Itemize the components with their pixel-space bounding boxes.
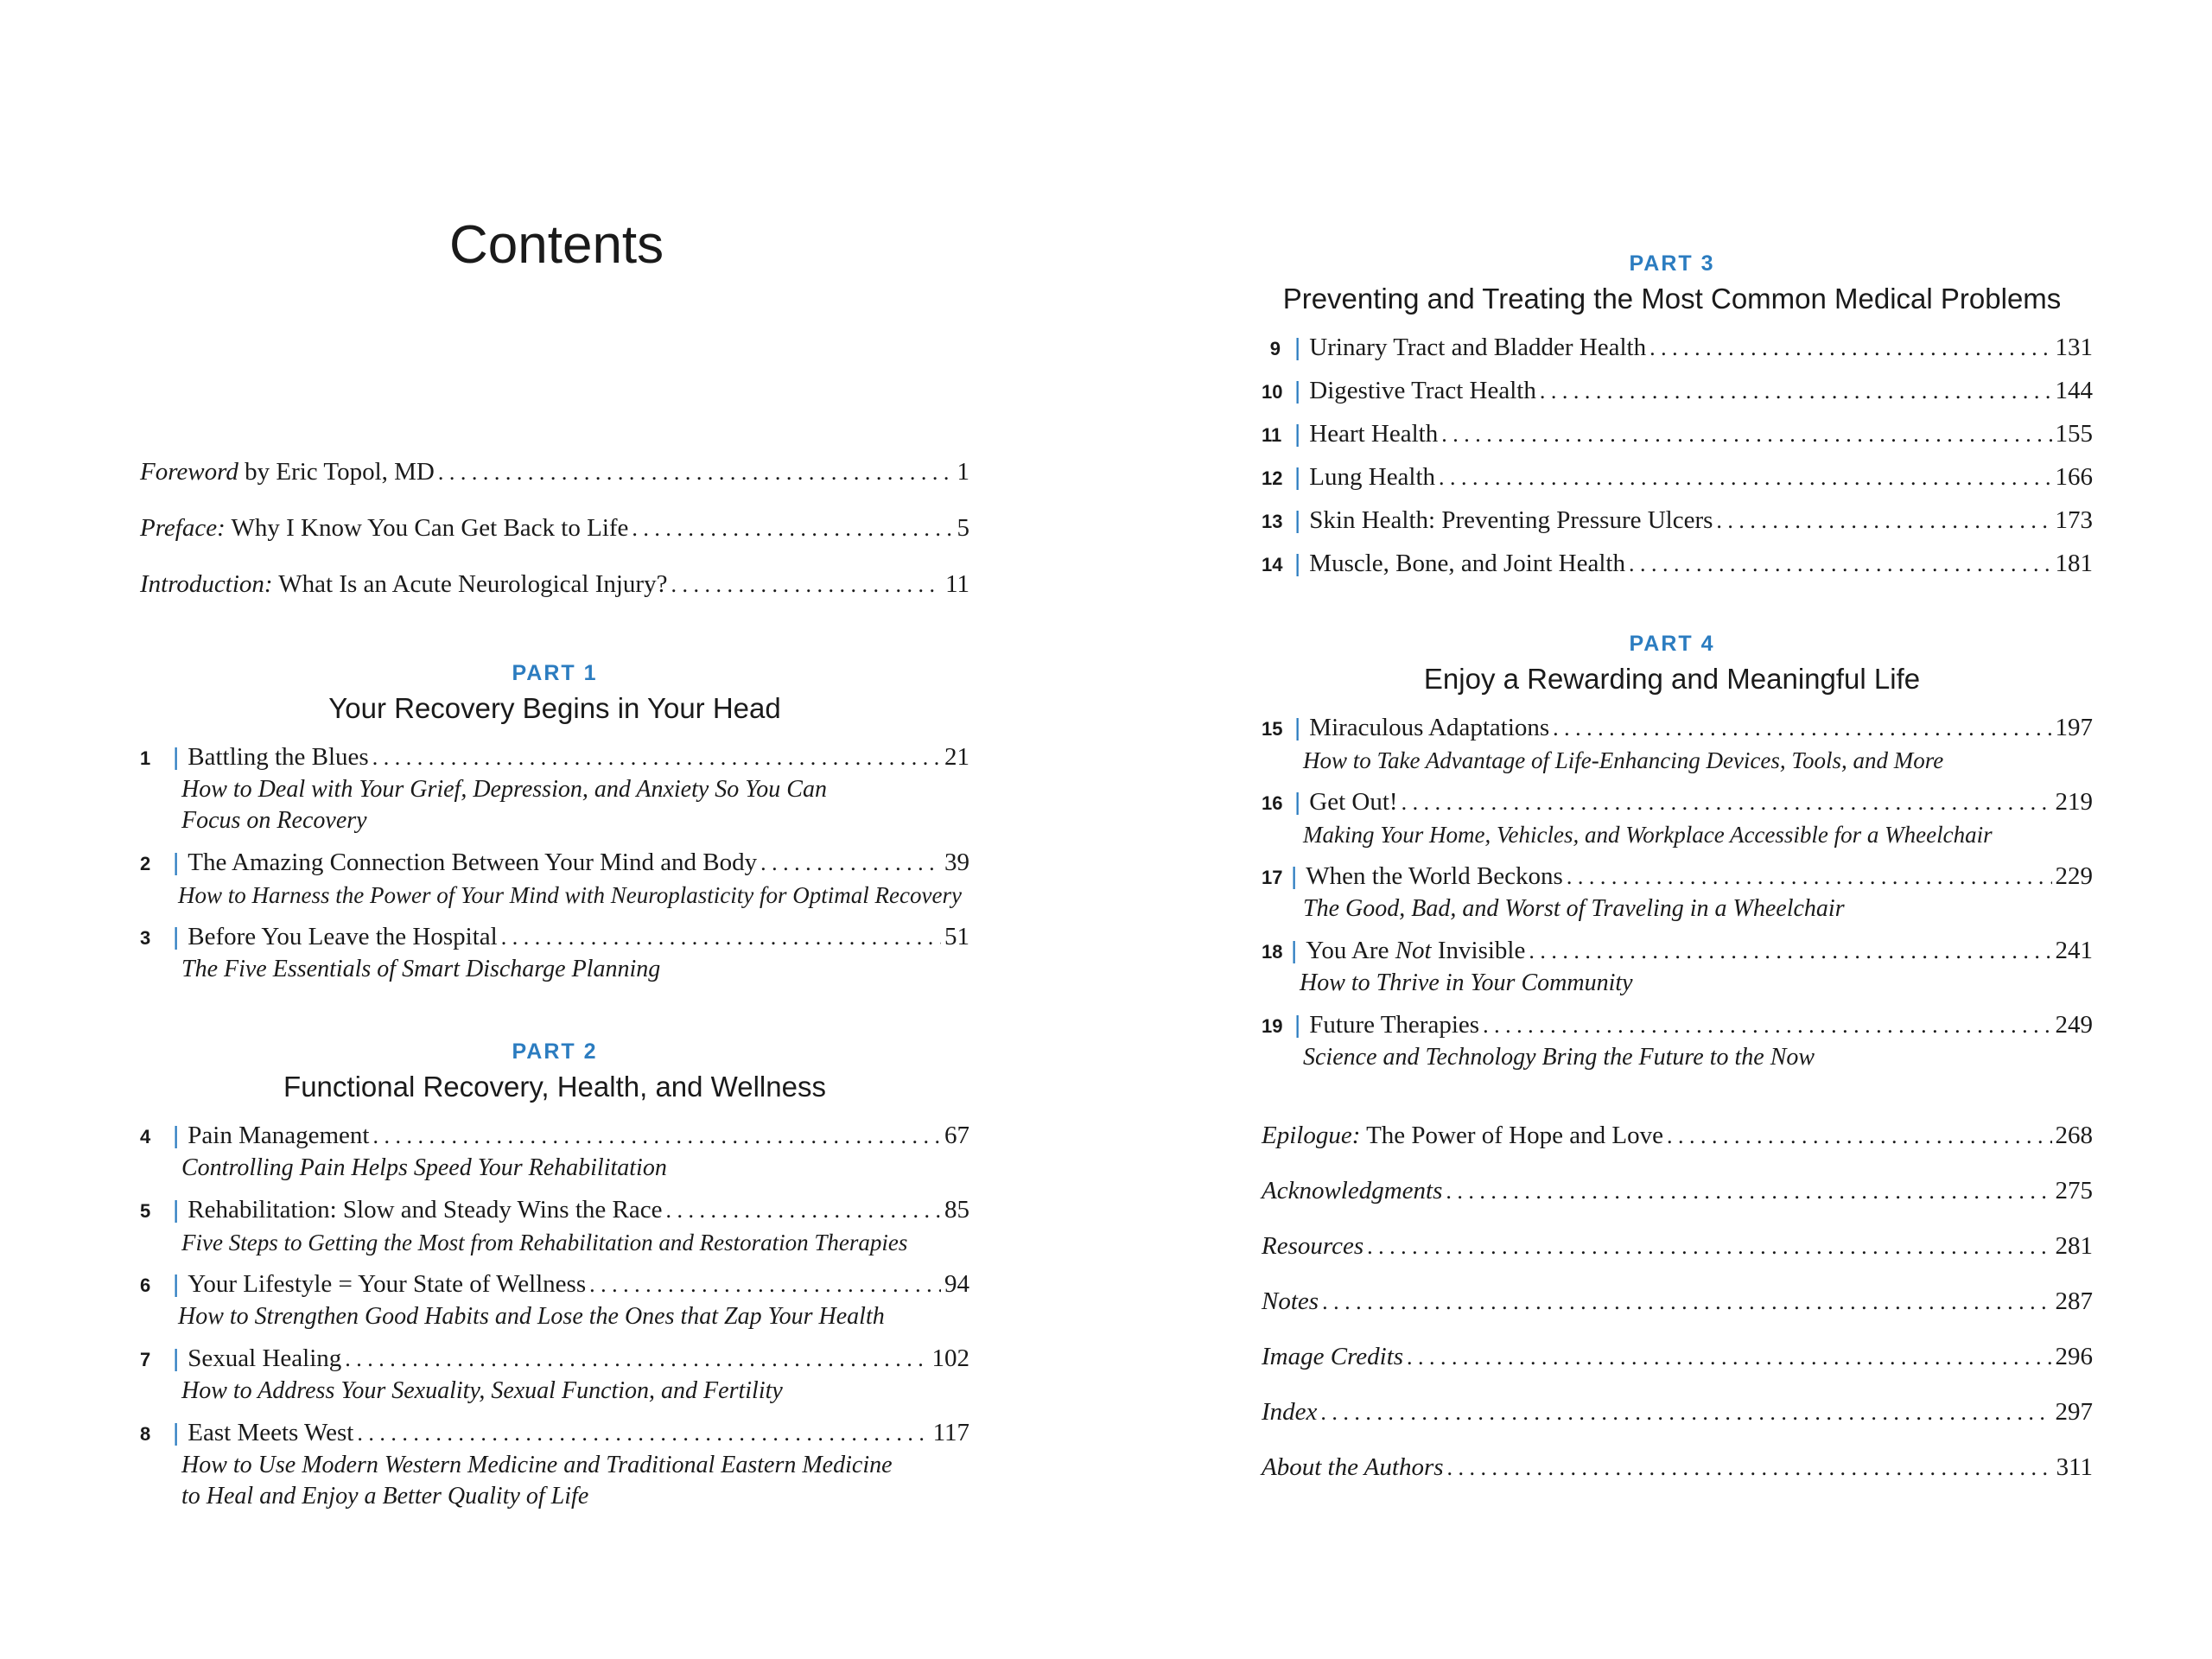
- leader-dots: [357, 1418, 929, 1449]
- title-emphasis: Not: [1395, 937, 1432, 964]
- entry-text: The Power of Hope and Love: [1360, 1122, 1663, 1149]
- chapter-entry: [1262, 418, 2093, 451]
- chapter-number: 10: [1262, 381, 1283, 403]
- page-number: 241: [2055, 937, 2093, 964]
- leader-dots: [1320, 1397, 2051, 1428]
- chapter-subtitle: How to Harness the Power of Your Mind with Neuroplasticity for Optimal Recovery: [178, 882, 962, 908]
- leader-dots: [1629, 549, 2052, 580]
- chapter-title: When the World Beckons: [1306, 862, 1563, 890]
- chapter-subtitle: The Good, Bad, and Worst of Traveling in a Wheelchair: [1303, 895, 1845, 922]
- page-number: 117: [932, 1419, 969, 1446]
- page-number: 131: [2055, 334, 2093, 361]
- chapter-number: 5: [140, 1200, 151, 1222]
- chapter-title: Digestive Tract Health: [1309, 377, 1536, 404]
- separator-bar: |: [1294, 714, 1301, 741]
- page-number: 173: [2055, 506, 2093, 534]
- chapter-number: 16: [1262, 792, 1283, 814]
- chapter-entry: [140, 847, 969, 911]
- leader-dots: [1446, 1176, 2051, 1207]
- leader-dots: [1540, 376, 2052, 407]
- page-number: 5: [957, 514, 969, 542]
- chapter-number: 3: [140, 927, 151, 949]
- chapter-entry: [140, 1120, 969, 1184]
- chapter-number: 2: [140, 853, 151, 874]
- chapter-number: 11: [1262, 424, 1282, 446]
- chapter-number: 18: [1262, 941, 1283, 963]
- chapter-entry: [140, 1194, 969, 1258]
- chapter-list: [140, 741, 969, 995]
- leader-dots: [438, 457, 954, 488]
- title-text: You Are: [1306, 937, 1395, 964]
- chapter-title: Battling the Blues: [188, 743, 369, 771]
- separator-bar: |: [173, 1122, 180, 1148]
- page-number: 281: [2055, 1232, 2093, 1260]
- entry-italic: Foreword: [140, 458, 238, 486]
- leader-dots: [1407, 1342, 2051, 1373]
- back-matter-entry: [1262, 1396, 2093, 1428]
- entry-italic: Resources: [1262, 1232, 1364, 1260]
- separator-bar: |: [173, 743, 180, 770]
- chapter-entry: [1262, 1009, 2093, 1073]
- separator-bar: |: [1294, 334, 1301, 360]
- entry-text: What Is an Acute Neurological Injury?: [272, 570, 668, 598]
- part-label: PART 3: [1629, 251, 1715, 276]
- chapter-number: 7: [140, 1349, 151, 1370]
- chapter-number: 4: [140, 1126, 151, 1147]
- leader-dots: [1483, 1010, 2051, 1041]
- leader-dots: [1447, 1452, 2053, 1484]
- chapter-title: Urinary Tract and Bladder Health: [1309, 334, 1647, 361]
- chapter-entry: [140, 921, 969, 985]
- part-title: Your Recovery Begins in Your Head: [328, 692, 781, 724]
- chapter-title: Your Lifestyle = Your State of Wellness: [188, 1270, 587, 1298]
- chapter-entry: [1262, 461, 2093, 494]
- chapter-number: 9: [1269, 338, 1281, 359]
- separator-bar: |: [1294, 550, 1301, 576]
- leader-dots: [1649, 333, 2051, 364]
- leader-dots: [345, 1344, 928, 1375]
- part-heading: [1244, 249, 2100, 320]
- chapter-subtitle: How to Strengthen Good Habits and Lose the Ones that Zap Your Health: [178, 1303, 885, 1330]
- chapter-subtitle: How to Thrive in Your Community: [1300, 969, 1633, 996]
- page-number: 229: [2055, 862, 2093, 890]
- chapter-number: 6: [140, 1274, 151, 1296]
- chapter-title: Sexual Healing: [188, 1344, 342, 1372]
- chapter-number: 8: [140, 1423, 151, 1445]
- chapter-title: [1306, 935, 1525, 966]
- leader-dots: [1667, 1121, 2052, 1152]
- back-matter-entry: [1262, 1341, 2093, 1373]
- chapter-number: 19: [1262, 1015, 1283, 1037]
- chapter-number: 15: [1262, 718, 1283, 740]
- chapter-title: Muscle, Bone, and Joint Health: [1309, 550, 1625, 577]
- page-number: 94: [944, 1270, 969, 1298]
- leader-dots: [1322, 1287, 2051, 1318]
- page-number: 275: [2055, 1177, 2093, 1205]
- entry-italic: Acknowledgments: [1262, 1177, 1443, 1205]
- chapter-entry: [1262, 505, 2093, 537]
- chapter-number: 12: [1262, 467, 1283, 489]
- part-label: PART 1: [512, 661, 598, 685]
- chapter-entry: [140, 1268, 969, 1332]
- leader-dots: [589, 1269, 941, 1300]
- entry-italic: Index: [1262, 1398, 1318, 1426]
- chapter-entry: [1262, 786, 2093, 850]
- chapter-title: Lung Health: [1309, 463, 1436, 491]
- chapter-entry: [1262, 861, 2093, 925]
- page-number: 219: [2055, 788, 2093, 816]
- part-label: PART 4: [1629, 632, 1715, 656]
- back-matter-entry: [1262, 1120, 2093, 1152]
- chapter-title: Rehabilitation: Slow and Steady Wins the Race: [188, 1196, 663, 1224]
- page-number: 249: [2055, 1011, 2093, 1039]
- part-title: Functional Recovery, Health, and Wellness: [283, 1071, 826, 1103]
- leader-dots: [665, 1195, 941, 1226]
- chapter-title: East Meets West: [188, 1419, 354, 1446]
- leader-dots: [1441, 419, 2051, 450]
- leader-dots: [632, 513, 953, 544]
- entry-italic: Epilogue:: [1262, 1122, 1361, 1149]
- separator-bar: |: [1294, 420, 1301, 447]
- leader-dots: [1367, 1231, 2051, 1262]
- chapter-title: Miraculous Adaptations: [1309, 714, 1550, 741]
- page-number: 297: [2055, 1398, 2093, 1426]
- chapter-title: Skin Health: Preventing Pressure Ulcers: [1309, 506, 1713, 534]
- page-number: 166: [2055, 463, 2093, 491]
- front-matter-entry: [140, 456, 969, 488]
- chapter-subtitle: How to Use Modern Western Medicine and Traditional Eastern Medicine: [181, 1452, 893, 1478]
- chapter-entry: [1262, 712, 2093, 776]
- chapter-entry: [1262, 935, 2093, 999]
- chapter-subtitle: Controlling Pain Helps Speed Your Rehabilitation: [181, 1154, 667, 1181]
- separator-bar: |: [173, 1196, 180, 1223]
- chapter-entry: [1262, 548, 2093, 581]
- page-number: 11: [945, 570, 969, 598]
- chapter-list: [1262, 332, 2093, 591]
- part-heading: [140, 1037, 969, 1108]
- separator-bar: |: [1294, 377, 1301, 404]
- leader-dots: [1567, 861, 2052, 893]
- page-number: 102: [931, 1344, 969, 1372]
- page-title: Contents: [449, 215, 664, 275]
- part-label: PART 2: [512, 1039, 598, 1064]
- leader-dots: [671, 569, 942, 601]
- page-number: 311: [2056, 1453, 2093, 1481]
- entry-text: Why I Know You Can Get Back to Life: [225, 514, 629, 542]
- page-number: 67: [944, 1122, 969, 1149]
- separator-bar: |: [173, 1419, 180, 1446]
- leader-dots: [372, 1121, 941, 1152]
- entry-text: by Eric Topol, MD: [238, 458, 435, 486]
- leader-dots: [1529, 936, 2051, 967]
- chapter-entry: [140, 1343, 969, 1407]
- separator-bar: |: [173, 1344, 180, 1371]
- part-title: Preventing and Treating the Most Common Medical Problems: [1282, 283, 2062, 315]
- page-number: 268: [2055, 1122, 2093, 1149]
- separator-bar: |: [1291, 862, 1298, 889]
- page-number: 39: [944, 849, 969, 876]
- part-heading: [140, 658, 969, 729]
- back-matter-entry: [1262, 1230, 2093, 1262]
- entry-italic: Notes: [1262, 1287, 1319, 1315]
- leader-dots: [1553, 713, 2051, 744]
- separator-bar: |: [1294, 463, 1301, 490]
- separator-bar: |: [1294, 506, 1301, 533]
- entry-italic: Preface:: [140, 514, 226, 542]
- chapter-title: Heart Health: [1309, 420, 1439, 448]
- chapter-entry: [140, 741, 969, 836]
- page-number: 1: [957, 458, 969, 486]
- leader-dots: [501, 922, 941, 953]
- chapter-subtitle: Five Steps to Getting the Most from Rehabilitation and Restoration Therapies: [181, 1230, 908, 1255]
- front-matter-entry: [140, 512, 969, 544]
- back-matter-entry: [1262, 1286, 2093, 1318]
- chapter-subtitle: Science and Technology Bring the Future to the Now: [1303, 1044, 1815, 1071]
- page-number: 197: [2055, 714, 2093, 741]
- leader-dots: [1439, 462, 2051, 493]
- leader-dots: [372, 742, 941, 773]
- page-number: 296: [2055, 1343, 2093, 1370]
- separator-bar: |: [1291, 937, 1298, 963]
- separator-bar: |: [173, 849, 180, 875]
- page-number: 144: [2055, 377, 2093, 404]
- chapter-number: 1: [140, 747, 151, 769]
- separator-bar: |: [1294, 1011, 1301, 1038]
- front-matter-entry: [140, 569, 969, 601]
- page-number: 21: [944, 743, 969, 771]
- part-title: Enjoy a Rewarding and Meaningful Life: [1423, 663, 1921, 695]
- part-heading: [1244, 629, 2100, 700]
- chapter-subtitle: Making Your Home, Vehicles, and Workplace Accessible for a Wheelchair: [1303, 822, 1993, 848]
- chapter-number: 14: [1262, 554, 1283, 575]
- leader-dots: [1716, 505, 2051, 537]
- chapter-subtitle: How to Deal with Your Grief, Depression, and Anxiety So You Can: [181, 776, 827, 803]
- back-matter-list: [1262, 1120, 2093, 1507]
- chapter-list: [1262, 712, 2093, 1084]
- chapter-subtitle: to Heal and Enjoy a Better Quality of Life: [181, 1483, 589, 1510]
- separator-bar: |: [1294, 788, 1301, 815]
- leader-dots: [760, 848, 941, 879]
- chapter-subtitle: The Five Essentials of Smart Discharge Planning: [181, 956, 661, 982]
- page-number: 287: [2055, 1287, 2093, 1315]
- back-matter-entry: [1262, 1452, 2093, 1484]
- chapter-subtitle: How to Take Advantage of Life-Enhancing Devices, Tools, and More: [1303, 747, 1944, 773]
- back-matter-entry: [1262, 1175, 2093, 1207]
- page-number: 85: [944, 1196, 969, 1224]
- chapter-entry: [1262, 375, 2093, 408]
- chapter-title: Pain Management: [188, 1122, 370, 1149]
- front-matter-list: [140, 456, 969, 625]
- chapter-title: Future Therapies: [1309, 1011, 1480, 1039]
- chapter-title: Before You Leave the Hospital: [188, 923, 498, 950]
- page-number: 181: [2055, 550, 2093, 577]
- separator-bar: |: [173, 923, 180, 950]
- page-number: 155: [2055, 420, 2093, 448]
- entry-italic: About the Authors: [1262, 1453, 1444, 1481]
- chapter-subtitle: How to Address Your Sexuality, Sexual Function, and Fertility: [181, 1377, 783, 1404]
- chapter-title: Get Out!: [1309, 788, 1398, 816]
- chapter-entry: [1262, 332, 2093, 365]
- chapter-number: 17: [1262, 867, 1283, 888]
- chapter-number: 13: [1262, 511, 1283, 532]
- chapter-entry: [140, 1417, 969, 1512]
- entry-italic: Image Credits: [1262, 1343, 1404, 1370]
- separator-bar: |: [173, 1270, 180, 1297]
- entry-italic: Introduction:: [140, 570, 273, 598]
- chapter-list: [140, 1120, 969, 1522]
- right-page: [1106, 0, 2212, 1659]
- page-number: 51: [944, 923, 969, 950]
- chapter-title: The Amazing Connection Between Your Mind and Body: [188, 849, 758, 876]
- leader-dots: [1402, 787, 2052, 818]
- title-text: Invisible: [1431, 937, 1526, 964]
- chapter-subtitle: Focus on Recovery: [181, 807, 367, 834]
